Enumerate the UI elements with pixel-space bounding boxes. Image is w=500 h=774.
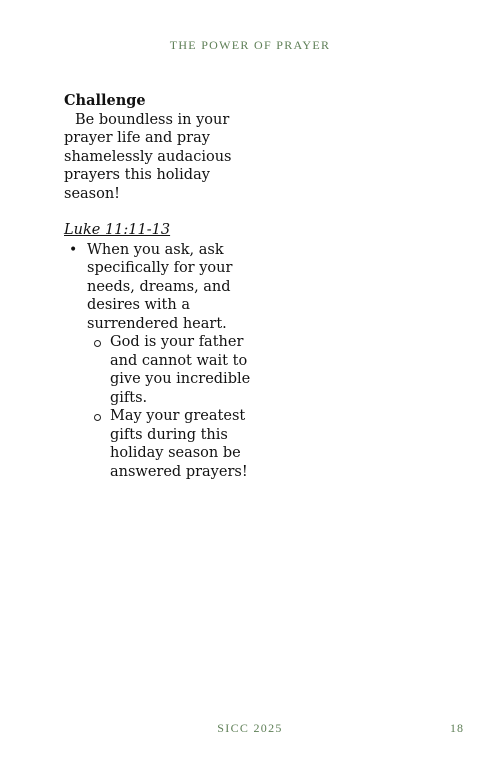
list-item bbox=[110, 407, 264, 481]
challenge-text: Be boundless in your prayer life and pray shamelessly audacious prayers this holiday season! bbox=[64, 111, 232, 202]
scripture-subpoints-list bbox=[87, 333, 264, 481]
list-item bbox=[69, 241, 264, 482]
page-number: 18 bbox=[450, 721, 464, 735]
subpoint-text: God is your father and cannot wait to give you incredible gifts. bbox=[110, 334, 251, 406]
bullet-icon: • bbox=[69, 241, 78, 258]
page-content bbox=[64, 92, 264, 481]
list-item bbox=[110, 333, 264, 407]
hollow-bullet-icon bbox=[94, 414, 101, 421]
scripture-reference: Luke 11:11-13 bbox=[64, 222, 171, 238]
scripture-points-list bbox=[64, 241, 264, 482]
subpoint-text: May your greatest gifts during this holiday season be answered prayers! bbox=[110, 408, 248, 480]
challenge-heading: Challenge bbox=[64, 92, 146, 109]
section-spacer bbox=[64, 203, 264, 221]
footer-label: SICC 2025 bbox=[217, 721, 283, 735]
hollow-bullet-icon bbox=[94, 340, 101, 347]
scripture-point-text: When you ask, ask specifically for your needs, dreams, and desires with a surrendered heart. bbox=[87, 241, 233, 332]
page-header-title: THE POWER OF PRAYER bbox=[169, 38, 331, 52]
